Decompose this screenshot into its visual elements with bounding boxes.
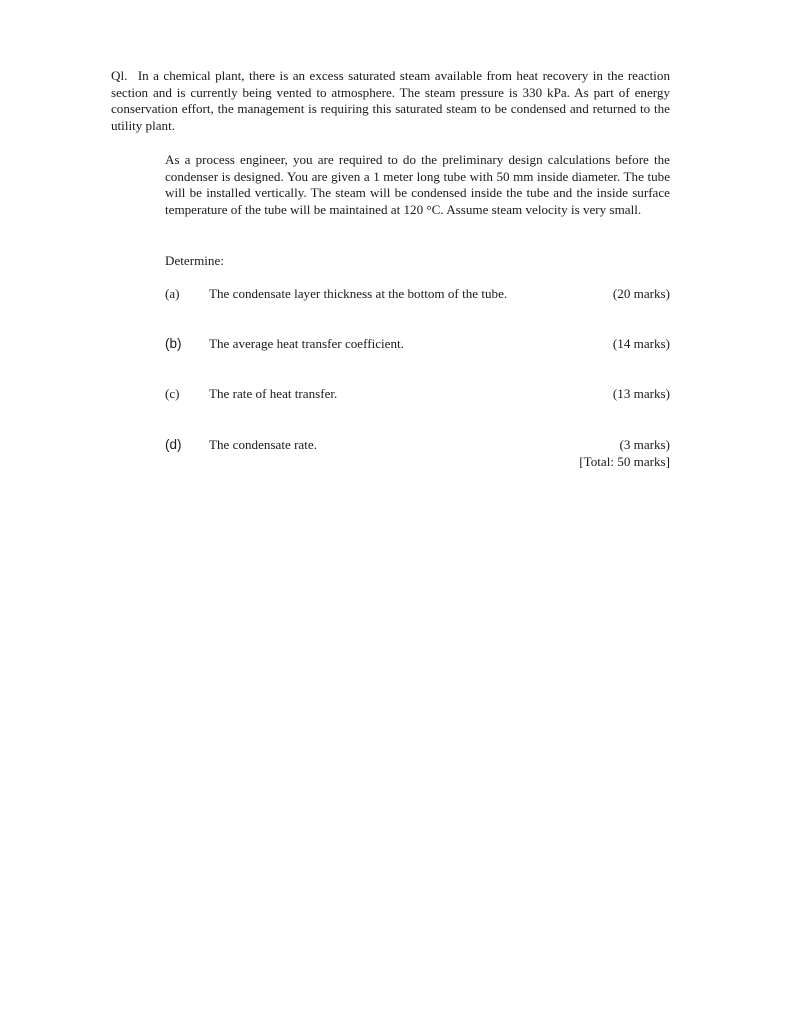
question-number: Ql. xyxy=(111,68,128,83)
part-text: The average heat transfer coefficient. xyxy=(209,336,404,351)
part-text: The rate of heat transfer. xyxy=(209,386,338,401)
part-c xyxy=(165,386,670,404)
part-marks: (20 marks) xyxy=(612,286,670,301)
part-label: (d) xyxy=(165,437,182,452)
question-intro-paragraph xyxy=(111,68,670,134)
scenario-paragraph: As a process engineer, you are required to do the preliminary design calculations before the condenser is designed. You are given a 1 meter long tube with 50 mm inside diameter. The tube will be installed vertically. The steam will be condensed inside the tube and the inside surface temperature of the tube will be maintained at 120 °C. Assume steam velocity is very small. xyxy=(165,152,670,217)
part-label: (c) xyxy=(165,386,180,401)
determine-label: Determine: xyxy=(165,253,224,268)
part-label: (b) xyxy=(165,336,182,351)
part-b xyxy=(165,336,670,354)
part-text: The condensate rate. xyxy=(209,437,317,452)
part-a xyxy=(165,286,670,304)
question-intro-text: In a chemical plant, there is an excess saturated steam available from heat recovery in the reaction section and is currently being vented to atmosphere. The steam pressure is 330 kPa. As part of energy conservation effort, the management is requiring this saturated steam to be condensed and returned to the utility plant. xyxy=(111,68,670,133)
part-d xyxy=(165,437,670,455)
part-marks: (13 marks) xyxy=(612,386,670,401)
total-marks: [Total: 50 marks] xyxy=(579,454,670,469)
part-text: The condensate layer thickness at the bottom of the tube. xyxy=(209,286,508,301)
part-marks: (3 marks) xyxy=(619,437,670,452)
part-marks: (14 marks) xyxy=(612,336,670,351)
part-label: (a) xyxy=(165,286,180,301)
